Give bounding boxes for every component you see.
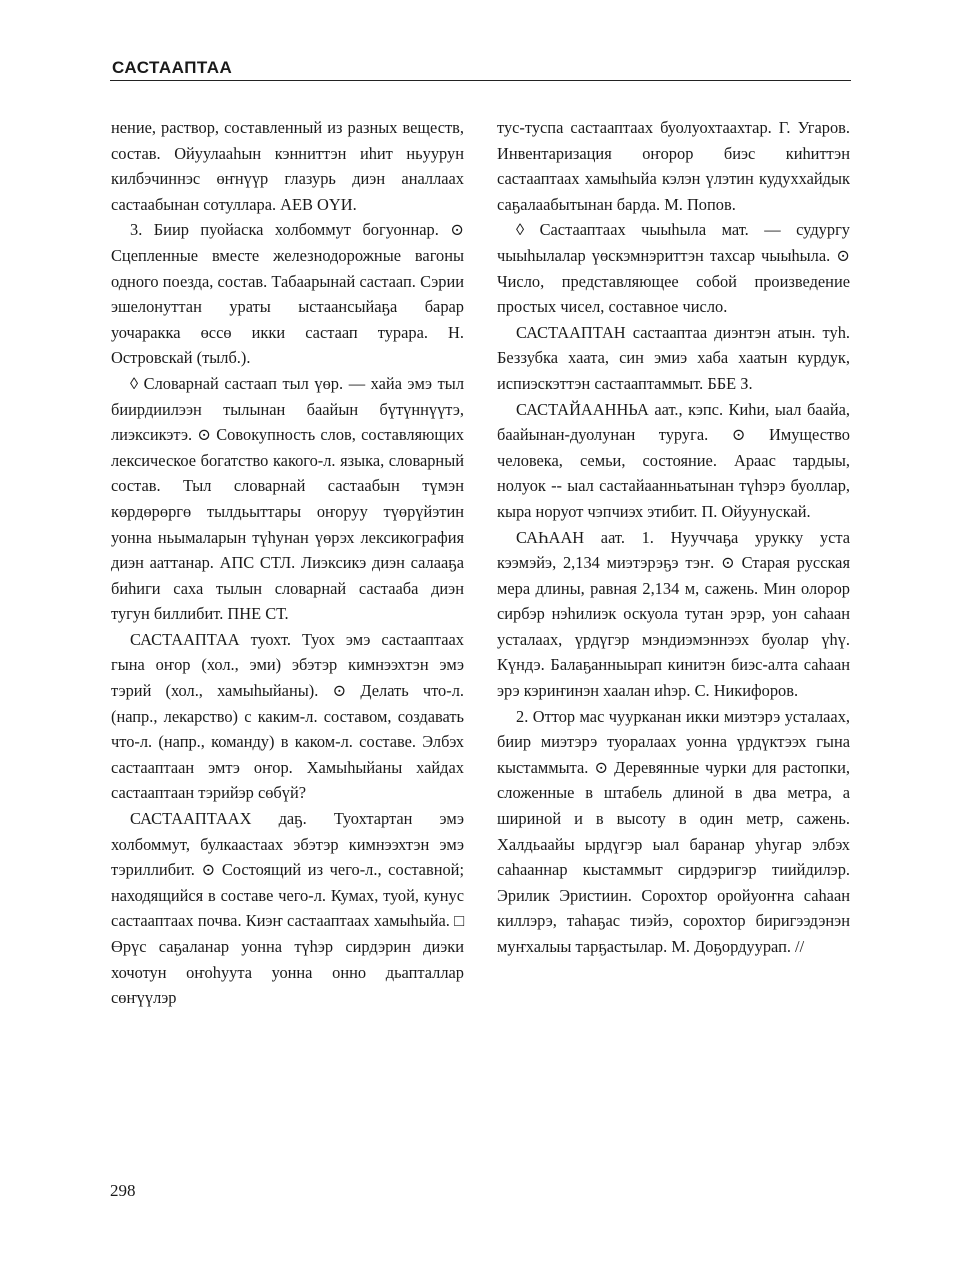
paragraph: 3. Биир пуойаска холбоммут богуоннар. ⊙ Сцепленные вместе железнодорожные вагоны одного поезда, состав. Табаарынай сaстаап. Сэрии эшелонуттан ураты ыстаансыйаҕа барар уочаракка өссө икки састаап турара. Н. Островскай (тылб.). xyxy=(111,220,464,368)
entry-sastaaptaa: САСТААПТАА туохт. Туох эмэ састааптаах гына оҥор (хол., эми) эбэтэр кимнээхтэн эмэ тэрий (хол., хамыһыйаны). ⊙ Делать что-л. (напр., лекарство) с каким-л. составом, создавать что-л. (напр., команду) в каком-л. составе. Элбэх састааптаан эмтэ оҥор. Хамыһыйаны хайдах састааптаан тэрийэр сөбүй? xyxy=(111,629,464,803)
entry-sastaaptaakh: САСТААПТААХ даҕ. Туохтартан эмэ холбоммут, булкаастаах эбэтэр кимнээхтэн эмэ тэриллибит. ⊙ Состоящий из чего-л., составной; находящийся в составе чего-л. Кумах, туой, кунус састааптаах почва. Киэҥ састааптаах хамыһыйа. □ Өрүс саҕаланар уонна түһэр сирдэрин диэки хочотун оҥоһуута уонна онно дьапталлар сөҥүүлэр xyxy=(111,809,464,1008)
paragraph: тус-туспа састааптаах буолуохтаахтар. Г. Угаров. Инвентаризация оҥорор биэс киһиттэн састааптаах хамыһыйа кэлэн үлэтин кудуххайдык саҕалаабытынан барда. М. Попов. xyxy=(497,118,850,214)
paragraph: ◊ Словарнай састаап тыл үөр. — хайа эмэ тыл биирдиилээн тылынан баайын бүтүннүүтэ, лиэксикэтэ. ⊙ Совокупность слов, составляющих лексическое богатство какого-л. языка, словарный состав. Тыл словарнай састаабын түмэн көрдөрөргө тылдьыттары оҥоруу түөрүйэтин уонна ньымаларын түһунан үөрэх лексикография диэн ааттанар. АПС СТЛ. Лиэксикэ диэн салааҕа биһиги саха тылын словарнай састааба диэн тугун биллибит. ПНЕ СТ. xyxy=(111,373,464,624)
header-rule xyxy=(110,80,851,81)
right-column xyxy=(497,115,850,960)
left-column xyxy=(111,115,464,1011)
paragraph: ◊ Састааптаах чыыһыла мат. — судургу чыыһылалар үөскэмнэриттэн тахсар чыыһыла. ⊙ Число, представляющее собой произведение простых чисел, составное число. xyxy=(497,220,850,317)
running-head: САСТААПТАА xyxy=(112,58,233,77)
entry-sastaiaannya: САСТАЙААННЬА аат., кэпс. Киһи, ыал баайа, баайынан-дуолунан туруга. ⊙ Имущество человека, семьи, состояние. Араас тардыы, нолуок -- ыал састайаанньатынан түһэрэ буоллар, кыра норуот чэпчиэх этибит. П. Ойуунускай. xyxy=(497,399,850,521)
paragraph: нение, раствор, составленный из разных веществ, состав. Ойуулааһын кэнниттэн иһит ньуурун килбэчиннэс өҥнүүр глазурь диэн аналлаах састаабынан сотуллара. АЕВ ОҮИ. xyxy=(111,118,464,214)
paragraph: 2. Оттор мас чуурканан икки миэтэрэ усталаах, биир миэтэрэ туоралаах уонна үрдүктээх гына кыстаммыта. ⊙ Деревянные чурки для растопки, сложенные в штабель длиной в два метра, а шириной и в высоту в один метр, сажень. Халдьаайы ырдүгэр ыал баранар уһугар элбэх саһааннар кыстаммыт сирдэригэр тиийдилэр. Эрилик Эристиин. Сорохтор оройуоҥҥа саһаан киллэрэ, таһаҕас тиэйэ, сорохтор биригээдэнэн муҥхалыы тарҕастылар. М. Доҕордуурап. // xyxy=(497,706,850,956)
page-number: 298 xyxy=(110,1181,136,1200)
entry-sahaan: САҺААН аат. 1. Нууччаҕа урукку уста кээмэйэ, 2,134 миэтэрэҕэ тэҥ. ⊙ Старая русская мера длины, равная 2,134 м, сажень. Мин олорор сирбэр нэһилиэк оскуола тутан эрэр, уон саһаан усталаах, үрдүгэр мэндиэмэннээх буолар үһү. Күндэ. Балаҕанныырап кинитэн биэс-алта саһаан эрэ кэриҥинэн хаалан иһэр. С. Никифоров. xyxy=(497,527,850,701)
entry-sastaapan: САСТААПТАН састааптаа диэнтэн атын. туһ. Беззубка хаата, син эмиэ хаба хаатын курдук, испиэскэттэн састааптаммыт. ББЕ З. xyxy=(497,322,850,393)
